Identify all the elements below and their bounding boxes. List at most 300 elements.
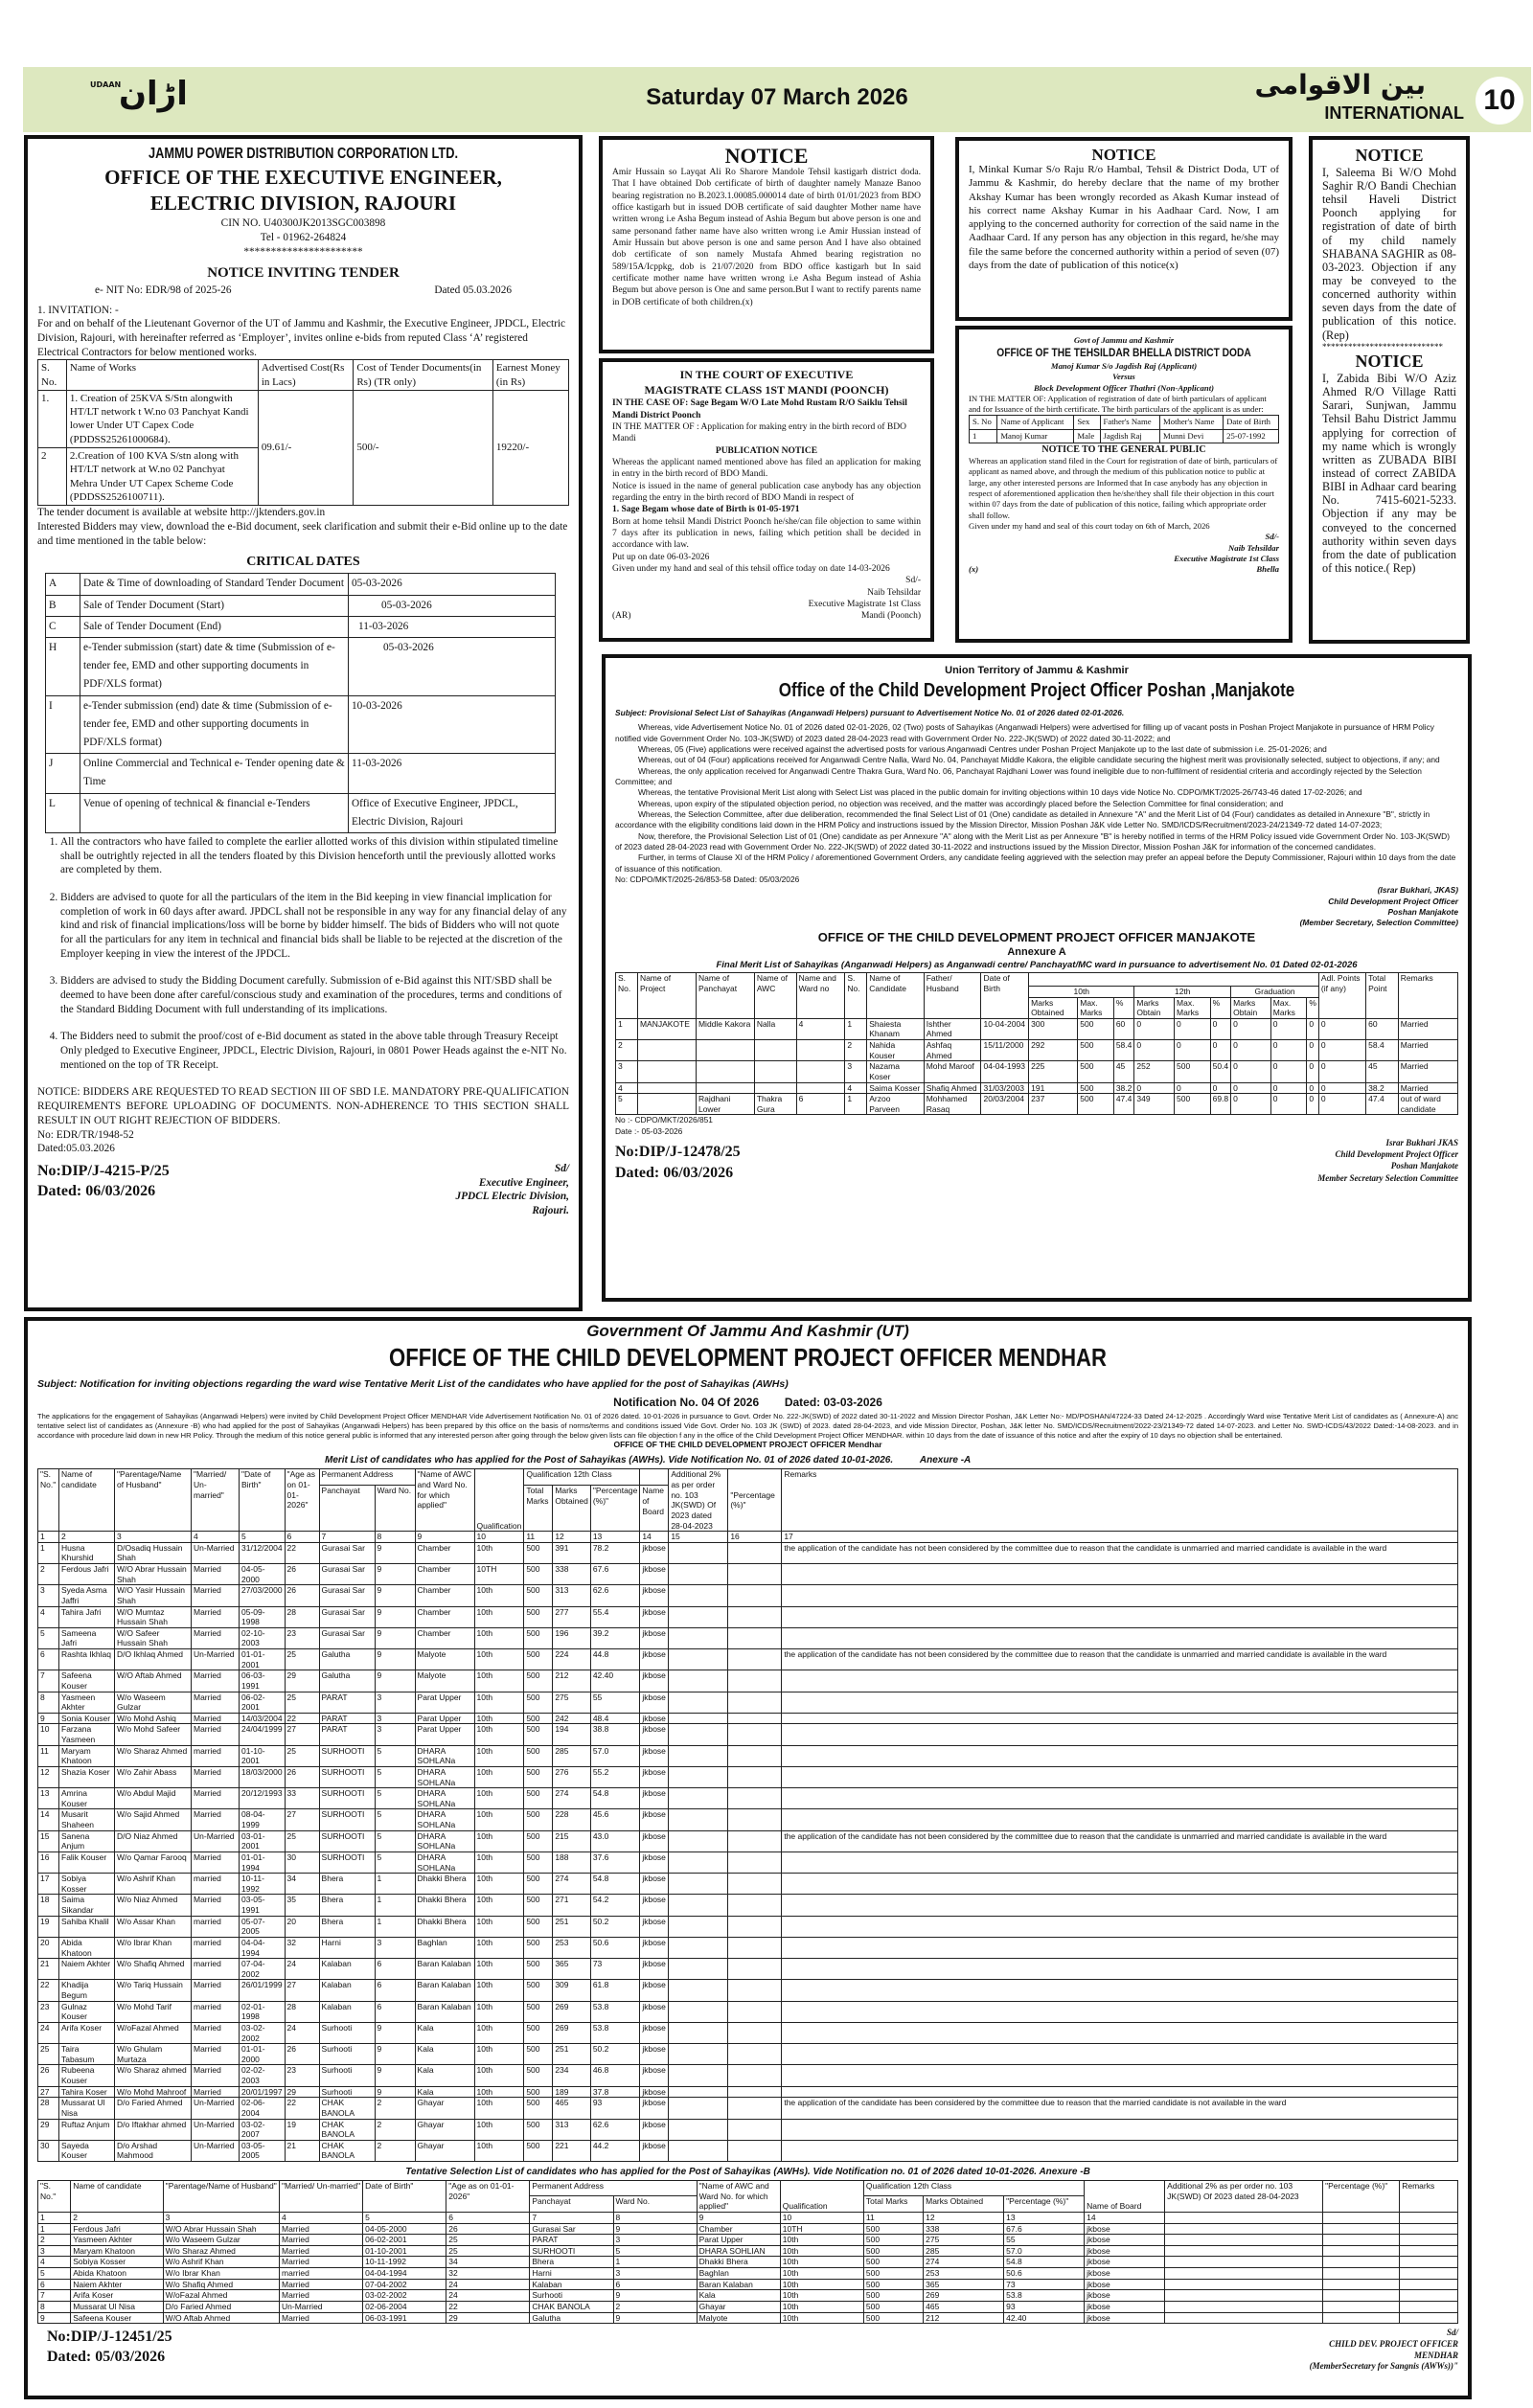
cell: 45: [1113, 1061, 1134, 1082]
cell: Arifa Koser: [59, 2022, 115, 2043]
cell: 50.2: [590, 1916, 640, 1937]
cell: 02-01-1998: [240, 2001, 286, 2022]
cell: 53.8: [590, 2001, 640, 2022]
cell: 26: [38, 2065, 59, 2086]
column-number: 4: [280, 2212, 363, 2223]
cell: Sayeda Kouser: [59, 2140, 115, 2161]
cell: W/o Ibrar Khan: [163, 2268, 279, 2280]
cell: 06-03-1991: [240, 1670, 286, 1692]
cell: 10th: [780, 2301, 863, 2312]
cell: Married: [192, 1713, 240, 1724]
cell: 15: [38, 1830, 59, 1851]
cell: 9: [375, 2086, 415, 2098]
column-number: 14: [1085, 2212, 1165, 2223]
table-row: [38, 2001, 1458, 2022]
cell: 10th: [780, 2235, 863, 2246]
cell: 1: [613, 2257, 697, 2268]
cell: D/o Faried Ahmed: [115, 2098, 192, 2119]
cell: [728, 2044, 782, 2065]
cell: Married: [192, 1980, 240, 2001]
column-number: 16: [728, 1532, 782, 1543]
dip-date: Dated: 05/03/2026: [47, 2348, 166, 2365]
cell: 10th: [474, 1895, 524, 1916]
th: S. No: [970, 416, 997, 429]
cell: 191: [1029, 1082, 1078, 1094]
conditions-list: [60, 835, 569, 1072]
cell: [728, 1606, 782, 1627]
cell: W/O Aftab Ahmed: [163, 2312, 279, 2324]
table-row: [38, 1809, 1458, 1830]
cell: Ferdous Jafri: [71, 2223, 163, 2235]
table-row: [38, 1937, 1458, 1958]
th: Date of Birth: [1224, 416, 1279, 429]
column-number: 11: [863, 2212, 923, 2223]
th: Name of Works: [66, 360, 258, 391]
cell: 10th: [474, 1692, 524, 1713]
cell: 30: [38, 2140, 59, 2161]
cell: 38.8: [590, 1724, 640, 1745]
cell: 57.0: [590, 1745, 640, 1766]
cell: Married: [192, 1627, 240, 1648]
cell: Gurasai Sar: [319, 1585, 375, 1606]
cell: 4: [845, 1082, 867, 1094]
cell: Syeda Asma Jaffri: [59, 1585, 115, 1606]
cell: [782, 1980, 1458, 2001]
cell: 500: [524, 2140, 553, 2161]
cell: 253: [553, 1937, 591, 1958]
cell: Surhooti: [319, 2022, 375, 2043]
intro-para: The applications for the engagement of Sahayikas (Anganwadi Helpers) were invited by Child Development Project Officer MENDHAR Vide Advertisement Notification No. 01 of 2026 dated. 10-01-2026 in pursuance to Govt. Order No. 222-JK(SWD) of 2022 dated 30-11-2022 and Mission Director Poshan, J&K Letter No:- MD/POSHAN/47224-33 Dated 24-12-2025 . Accordingly Ward wise Tentative Merit List of candidates as ( Annexure-A) anc tentative select list of candidates as (Annexure -B) who had applied for the post of Sahayikas (Anganwadi Helpers) has been prepared by this office on the basis of norms/terms and conditions issued Vide Govt. Order No. 103 JK (SWD) of 2023. dated 28-04-2023, and vide Mission Director, Poshan, J&K letter No. SMD/ICDS/Recruitment/2022-23/21349-72 dated 14-07-2023. and Letter No. SWD-ICDS/43/2022 Dated:-14-08-2023. and in accordance with procedure laid down in new HR Policy. Through the medium of this notice general public is informed that any interested person after going through the below given lists can file objection f any in the office of the Child Development Project Officer MENDHAR. within 10 days from the date of issuance of this notice and after the expiry of 10 days no objection shall be entertained.: [37, 1412, 1458, 1440]
th: Advertised Cost(Rs in Lacs): [258, 360, 353, 391]
cell: [696, 1082, 754, 1094]
condition-item: 1. All the contractors who have failed to complete the earlier allotted works of this division within stipulated timeline shall be outrightly rejected in all the tenders floated by this Division henceforth until the previously allotted works are completed by them.: [60, 835, 569, 877]
column-number: 8: [375, 1532, 415, 1543]
cell: W/oFazal Ahmed: [163, 2290, 279, 2302]
cell: 3: [38, 2245, 71, 2257]
cell: Sameena Jafri: [59, 1627, 115, 1648]
cell: [728, 1692, 782, 1713]
cell: Kalaban: [319, 1959, 375, 1980]
cell: [782, 2001, 1458, 2022]
dip-no: No:DIP/J-12478/25: [615, 1144, 741, 1161]
cell: 0: [1307, 1040, 1319, 1061]
cell: 10th: [474, 1788, 524, 1809]
cell: [728, 1916, 782, 1937]
cell: 274: [553, 1874, 591, 1895]
jpdcl-tender-notice: [24, 135, 583, 1311]
cell: 285: [553, 1745, 591, 1766]
cell: 10th: [474, 1809, 524, 1830]
interested-text: Interested Bidders may view, download the e-Bid document, seek clarification and submit their e-Bid online up to the date and time mentioned in the table below:: [37, 520, 568, 547]
column-number: 1: [38, 2212, 71, 2223]
cell: 62.6: [590, 2119, 640, 2140]
th: S. No.: [616, 972, 638, 1018]
cell: [728, 1937, 782, 1958]
cell: [1400, 2312, 1458, 2324]
cell: [782, 1895, 1458, 1916]
table-row: [38, 1542, 1458, 1563]
cell: [669, 2022, 728, 2043]
table-row: [38, 1766, 1458, 1787]
office-line-1: OFFICE OF THE EXECUTIVE ENGINEER,: [104, 165, 502, 189]
th: Total Marks: [524, 1486, 553, 1532]
cell: [669, 1809, 728, 1830]
cell: jkbose: [1085, 2312, 1165, 2324]
cell: 48.4: [590, 1713, 640, 1724]
cell: W/o Ashrif Khan: [163, 2257, 279, 2268]
cell: 10TH: [474, 1564, 524, 1585]
th: "Age as on 01-01-2026": [285, 1469, 319, 1532]
cell: [1165, 2312, 1323, 2324]
cell: 6: [613, 2279, 697, 2290]
cell: [1165, 2235, 1323, 2246]
notice-body-saleema: I, Saleema Bi W/O Mohd Saghir R/O Bandi Chechian tehsil Haveli District Poonch applying for registration of date of birth of my child namely SHABANA SAGHIR as 08-03-2023. Objection if any may be conveyed to the concerned authority within seven days from the date of publication of this notice.(Rep): [1322, 165, 1456, 342]
notice-minkal-kumar: [955, 137, 1293, 321]
cell: W/o Abdul Majid: [115, 1788, 192, 1809]
cell: 34: [285, 1874, 319, 1895]
cell: 0: [1231, 1094, 1271, 1115]
cell: 06-02-2001: [240, 1692, 286, 1713]
cell: 10-04-2004: [981, 1018, 1029, 1039]
table-row: [38, 1980, 1458, 2001]
cell: 500: [524, 2044, 553, 2065]
cell: [1323, 2212, 1400, 2223]
cell: 3: [616, 1061, 638, 1082]
cell: 228: [553, 1809, 591, 1830]
cell: W/oFazal Ahmed: [115, 2022, 192, 2043]
cell: 10th: [780, 2245, 863, 2257]
cell: Un-Married: [192, 2098, 240, 2119]
column-number: 7: [530, 2212, 613, 2223]
cell: 60: [1113, 1018, 1134, 1039]
cell: [728, 1895, 782, 1916]
para: Whereas the applicant named mentioned above has filed an application for making in entry in the birth record of BDO Mandi.: [612, 457, 921, 480]
cell: 03-02-2002: [240, 2022, 286, 2043]
th: "Parentage/Name of Husband": [163, 2181, 279, 2213]
cell: [669, 2001, 728, 2022]
section-title: INTERNATIONAL: [1324, 103, 1464, 123]
cell: 10th: [474, 1937, 524, 1958]
cell: SURHOOTI: [319, 1766, 375, 1787]
cell: jkbose: [640, 1542, 669, 1563]
table-row: [616, 1082, 1458, 1094]
cell: [782, 1724, 1458, 1745]
cell: [728, 1670, 782, 1692]
matter-of: IN THE MATTER OF : Application for making entry in the birth record of BDO Mandi: [612, 421, 906, 444]
invitation-text: For and on behalf of the Lieutenant Governor of the UT of Jammu and Kashmir, the Executive Engineer, JPDCL, Electric Division, Rajouri, with hereinafter referred as ‘Employer’, invites online e-bids from reputed Class ‘A’ registered Electrical Contractors for below mentioned works.: [37, 318, 566, 358]
cell: 500: [524, 1959, 553, 1980]
cell: 25: [446, 2235, 530, 2246]
cell: 10th: [474, 1851, 524, 1873]
th: "Date of Birth": [240, 1469, 286, 1532]
notice-title: NOTICE: [1355, 352, 1424, 372]
cell: 54.8: [1004, 2257, 1085, 2268]
table-row: [38, 2235, 1458, 2246]
udaan-logo: UDAAN اڑان: [90, 75, 188, 113]
cell: 500: [524, 1627, 553, 1648]
cell: [669, 1724, 728, 1745]
cell: 285: [924, 2245, 1004, 2257]
cell: jkbose: [1085, 2257, 1165, 2268]
cell: 01-10-2001: [240, 1745, 286, 1766]
cell: 500: [863, 2245, 923, 2257]
th: [1029, 972, 1319, 986]
cell: 10th: [474, 2065, 524, 2086]
th: "Percentage (%)": [728, 1469, 782, 1532]
cell: 500: [524, 1585, 553, 1606]
cell: 03-02-2002: [363, 2290, 446, 2302]
th: Qualification: [474, 1469, 524, 1532]
cell: [728, 2119, 782, 2140]
cell: Married: [280, 2279, 363, 2290]
cell: 01-01-2000: [240, 2044, 286, 2065]
cell: [728, 1627, 782, 1648]
cell: [1323, 2245, 1400, 2257]
cell: [669, 1851, 728, 1873]
cell: 28: [285, 2001, 319, 2022]
cell: 55.2: [590, 1766, 640, 1787]
cell: 24: [446, 2290, 530, 2302]
cell: [1165, 2301, 1323, 2312]
cell: [669, 1937, 728, 1958]
table-row: 2 2.Creation of 100 KVA S/stn along with HT/LT network at W.no 02 Panchyat Mehra Under UT Capex Scheme Code (PDDSS2526100711).: [38, 448, 569, 506]
cell: W/o Ibrar Khan: [115, 1937, 192, 1958]
cell: W/o Zahir Abass: [115, 1766, 192, 1787]
th: "S. No.": [38, 1469, 59, 1532]
cell: [728, 2001, 782, 2022]
cell: Married: [1398, 1061, 1457, 1082]
cell: 365: [553, 1959, 591, 1980]
cell: Mohhamed Rasaq: [924, 1094, 981, 1115]
cell: 9: [375, 1627, 415, 1648]
cell: married: [192, 1745, 240, 1766]
cell: D/o Iftakhar ahmed: [115, 2119, 192, 2140]
table-row: [38, 2301, 1458, 2312]
th: "Percentage (%)": [590, 1486, 640, 1532]
cell: 27: [285, 1809, 319, 1830]
cell: Thakra Gura: [754, 1094, 796, 1115]
cell: 0: [1307, 1094, 1319, 1115]
th: Name of Panchayat: [696, 972, 754, 1018]
table-row: [38, 1606, 1458, 1627]
column-number: 3: [115, 1532, 192, 1543]
th: Permanent Address: [319, 1469, 415, 1486]
th: Name and Ward no: [796, 972, 845, 1018]
nit-title: NOTICE INVITING TENDER: [207, 265, 400, 282]
cell: 224: [553, 1649, 591, 1670]
notification-date: Dated: 03-03-2026: [784, 1395, 882, 1409]
cell: [637, 1082, 696, 1094]
cell: [1323, 2235, 1400, 2246]
cell: 03-01-2001: [240, 1830, 286, 1851]
th: Date of Birth": [363, 2181, 446, 2213]
nit-date: Dated 05.03.2026: [434, 284, 512, 296]
cell: [728, 1724, 782, 1745]
cell: jkbose: [1085, 2290, 1165, 2302]
cell: 6: [375, 2001, 415, 2022]
cell: Married: [192, 2065, 240, 2086]
cell: 269: [553, 2022, 591, 2043]
cell: Un-Married: [192, 2119, 240, 2140]
cell: 242: [553, 1713, 591, 1724]
cell: 269: [924, 2290, 1004, 2302]
column-number: 13: [1004, 2212, 1085, 2223]
cell: 45.6: [590, 1809, 640, 1830]
cell: [669, 1788, 728, 1809]
th: Marks Obtained: [1029, 997, 1078, 1018]
cell: 500: [524, 2086, 553, 2098]
cell: Ferdous Jafri: [59, 1564, 115, 1585]
cell: Galutha: [319, 1670, 375, 1692]
cell: Surhooti: [530, 2290, 613, 2302]
subject-label: Subject:: [615, 707, 648, 717]
cell: [637, 1094, 696, 1115]
cell: 10th: [474, 1980, 524, 2001]
cell: 03-02-2007: [240, 2119, 286, 2140]
cell: 338: [924, 2223, 1004, 2235]
cell: [637, 1061, 696, 1082]
cell: 2: [616, 1040, 638, 1061]
cell: W/o Shafiq Ahmed: [163, 2279, 279, 2290]
cell: 25: [285, 1692, 319, 1713]
table-row: L Venue of opening of technical & financial e-Tenders Office of Executive Engineer, JPDCL, Electric Division, Rajouri: [46, 793, 556, 832]
cell: 93: [590, 2098, 640, 2119]
th: Sex: [1074, 416, 1100, 429]
cell: 9: [375, 1670, 415, 1692]
cell: DHARA SOHLANa: [415, 1809, 474, 1830]
cell: 50.6: [1004, 2268, 1085, 2280]
notice-title: NOTICE: [1355, 146, 1424, 165]
ref-no: No: CDPO/MKT/2025-26/853-58 Dated: 05/03/2026: [615, 875, 800, 884]
cell: W/o Mohd Tarif: [115, 2001, 192, 2022]
cell: 7: [38, 2290, 71, 2302]
cell: Kala: [415, 2044, 474, 2065]
column-number: 5: [363, 2212, 446, 2223]
cell: [669, 1649, 728, 1670]
separator: ****************************: [1322, 341, 1443, 352]
cell: 50.2: [590, 2044, 640, 2065]
th: Total Point: [1366, 972, 1399, 1018]
column-number: 8: [613, 2212, 697, 2223]
tehsildar-bhella-notice: [955, 326, 1293, 643]
cell: jkbose: [640, 1937, 669, 1958]
cell: 1: [375, 1895, 415, 1916]
column-number: 12: [553, 1532, 591, 1543]
cell: Surhooti: [319, 2065, 375, 2086]
table-row: [38, 1745, 1458, 1766]
condition-item: 4. The Bidders need to submit the proof/cost of e-Bid document as stated in the above table through Treasury Receipt Only pledged to Executive Engineer, JPDCL, Electric Division, Rajouri, in 0801 Power Heads against the e-NIT No. mentioned on the top of TR Receipt.: [60, 1030, 569, 1072]
cell: 02-02-2003: [240, 2065, 286, 2086]
table-row: [38, 2257, 1458, 2268]
cell: [1400, 2290, 1458, 2302]
cell: 22: [285, 1713, 319, 1724]
cell: [1400, 2245, 1458, 2257]
cell: 27: [285, 1980, 319, 2001]
cell: 500: [863, 2223, 923, 2235]
table-row: H e-Tender submission (start) date & time (Submission of e-tender fee, EMD and other supporting documents in PDF/XLS format) 05-03-2026: [46, 638, 556, 696]
cell: Rubeena Kouser: [59, 2065, 115, 2086]
cell: 2: [375, 2140, 415, 2161]
cell: SURHOOTI: [319, 1830, 375, 1851]
cell: 02-06-2004: [363, 2301, 446, 2312]
cell: 18/03/2000: [240, 1766, 286, 1787]
table-row: [616, 1061, 1458, 1082]
cell: [728, 1851, 782, 1873]
cell: Malyote: [697, 2312, 780, 2324]
subject: Subject: Notification for inviting objections regarding the ward wise Tentative Merit List of the candidates who have applied for the post of Sahayikas (AWHs): [37, 1377, 789, 1390]
cell: 04-04-1994: [240, 1937, 286, 1958]
critical-dates-title: CRITICAL DATES: [246, 555, 360, 570]
cell: [669, 2119, 728, 2140]
th: Remarks: [782, 1469, 1458, 1532]
list-no: No :- CDPO/MKT/2026/851: [615, 1115, 713, 1125]
cell: 237: [1029, 1094, 1078, 1115]
office-title: Office of the Child Development Project Officer Poshan ,Manjakote: [778, 679, 1295, 701]
cell: jkbose: [640, 2044, 669, 2065]
cell: 500: [1078, 1082, 1114, 1094]
annexure-title: Annexure A: [1007, 946, 1066, 959]
table-row: [38, 2098, 1458, 2119]
cell: 275: [553, 1692, 591, 1713]
cell: [782, 1692, 1458, 1713]
table-row: 1 Manoj Kumar Male Jagdish Raj Munni Devi 25-07-1992: [970, 429, 1279, 443]
column-number-row: [38, 1532, 1458, 1543]
cell: [782, 1745, 1458, 1766]
cell: Married: [192, 1724, 240, 1745]
th: Qualification 12th Class: [524, 1469, 640, 1486]
cell: [669, 1564, 728, 1585]
ref-date: Dated:05.03.2026: [37, 1143, 115, 1155]
cell: DHARA SOHLANa: [415, 1851, 474, 1873]
cell: 10th: [474, 2022, 524, 2043]
th: Max. Marks: [1078, 997, 1114, 1018]
cell: Dhakki Bhera: [697, 2257, 780, 2268]
website-link[interactable]: The tender document is available at website http://jktenders.gov.in: [37, 507, 326, 519]
cell: Farzana Yasmeen: [59, 1724, 115, 1745]
th: Total Marks: [863, 2196, 923, 2212]
cell: 2: [38, 2235, 71, 2246]
cell: DHARA SOHLANa: [415, 1766, 474, 1787]
cell: Saima Sikandar: [59, 1895, 115, 1916]
cell: 10th: [780, 2290, 863, 2302]
th: Name of AWC: [754, 972, 796, 1018]
cell: 50.6: [590, 1937, 640, 1958]
cell: 349: [1134, 1094, 1175, 1115]
cell: Baghlan: [415, 1937, 474, 1958]
cell: W/o Mohd Safeer: [115, 1724, 192, 1745]
cell: 251: [553, 2044, 591, 2065]
cell: 0: [1210, 1082, 1231, 1094]
cell: [696, 1061, 754, 1082]
cell: Shaiesta Khanam: [867, 1018, 924, 1039]
cell: Gurasai Sar: [319, 1606, 375, 1627]
cell: W/o Ashrif Khan: [115, 1874, 192, 1895]
cell: 10th: [474, 2001, 524, 2022]
cell: 24: [38, 2022, 59, 2043]
cell: Ruftaz Anjum: [59, 2119, 115, 2140]
column-number: 11: [524, 1532, 553, 1543]
cell: 276: [553, 1766, 591, 1787]
cell: 1: [38, 2223, 71, 2235]
cell: Ishther Ahmed: [924, 1018, 981, 1039]
cell: [782, 1916, 1458, 1937]
cell: 0: [1210, 1018, 1231, 1039]
cell: Married: [192, 1670, 240, 1692]
cell: [669, 1959, 728, 1980]
cell: 500: [863, 2312, 923, 2324]
cell: [754, 1061, 796, 1082]
cell: 18: [38, 1895, 59, 1916]
